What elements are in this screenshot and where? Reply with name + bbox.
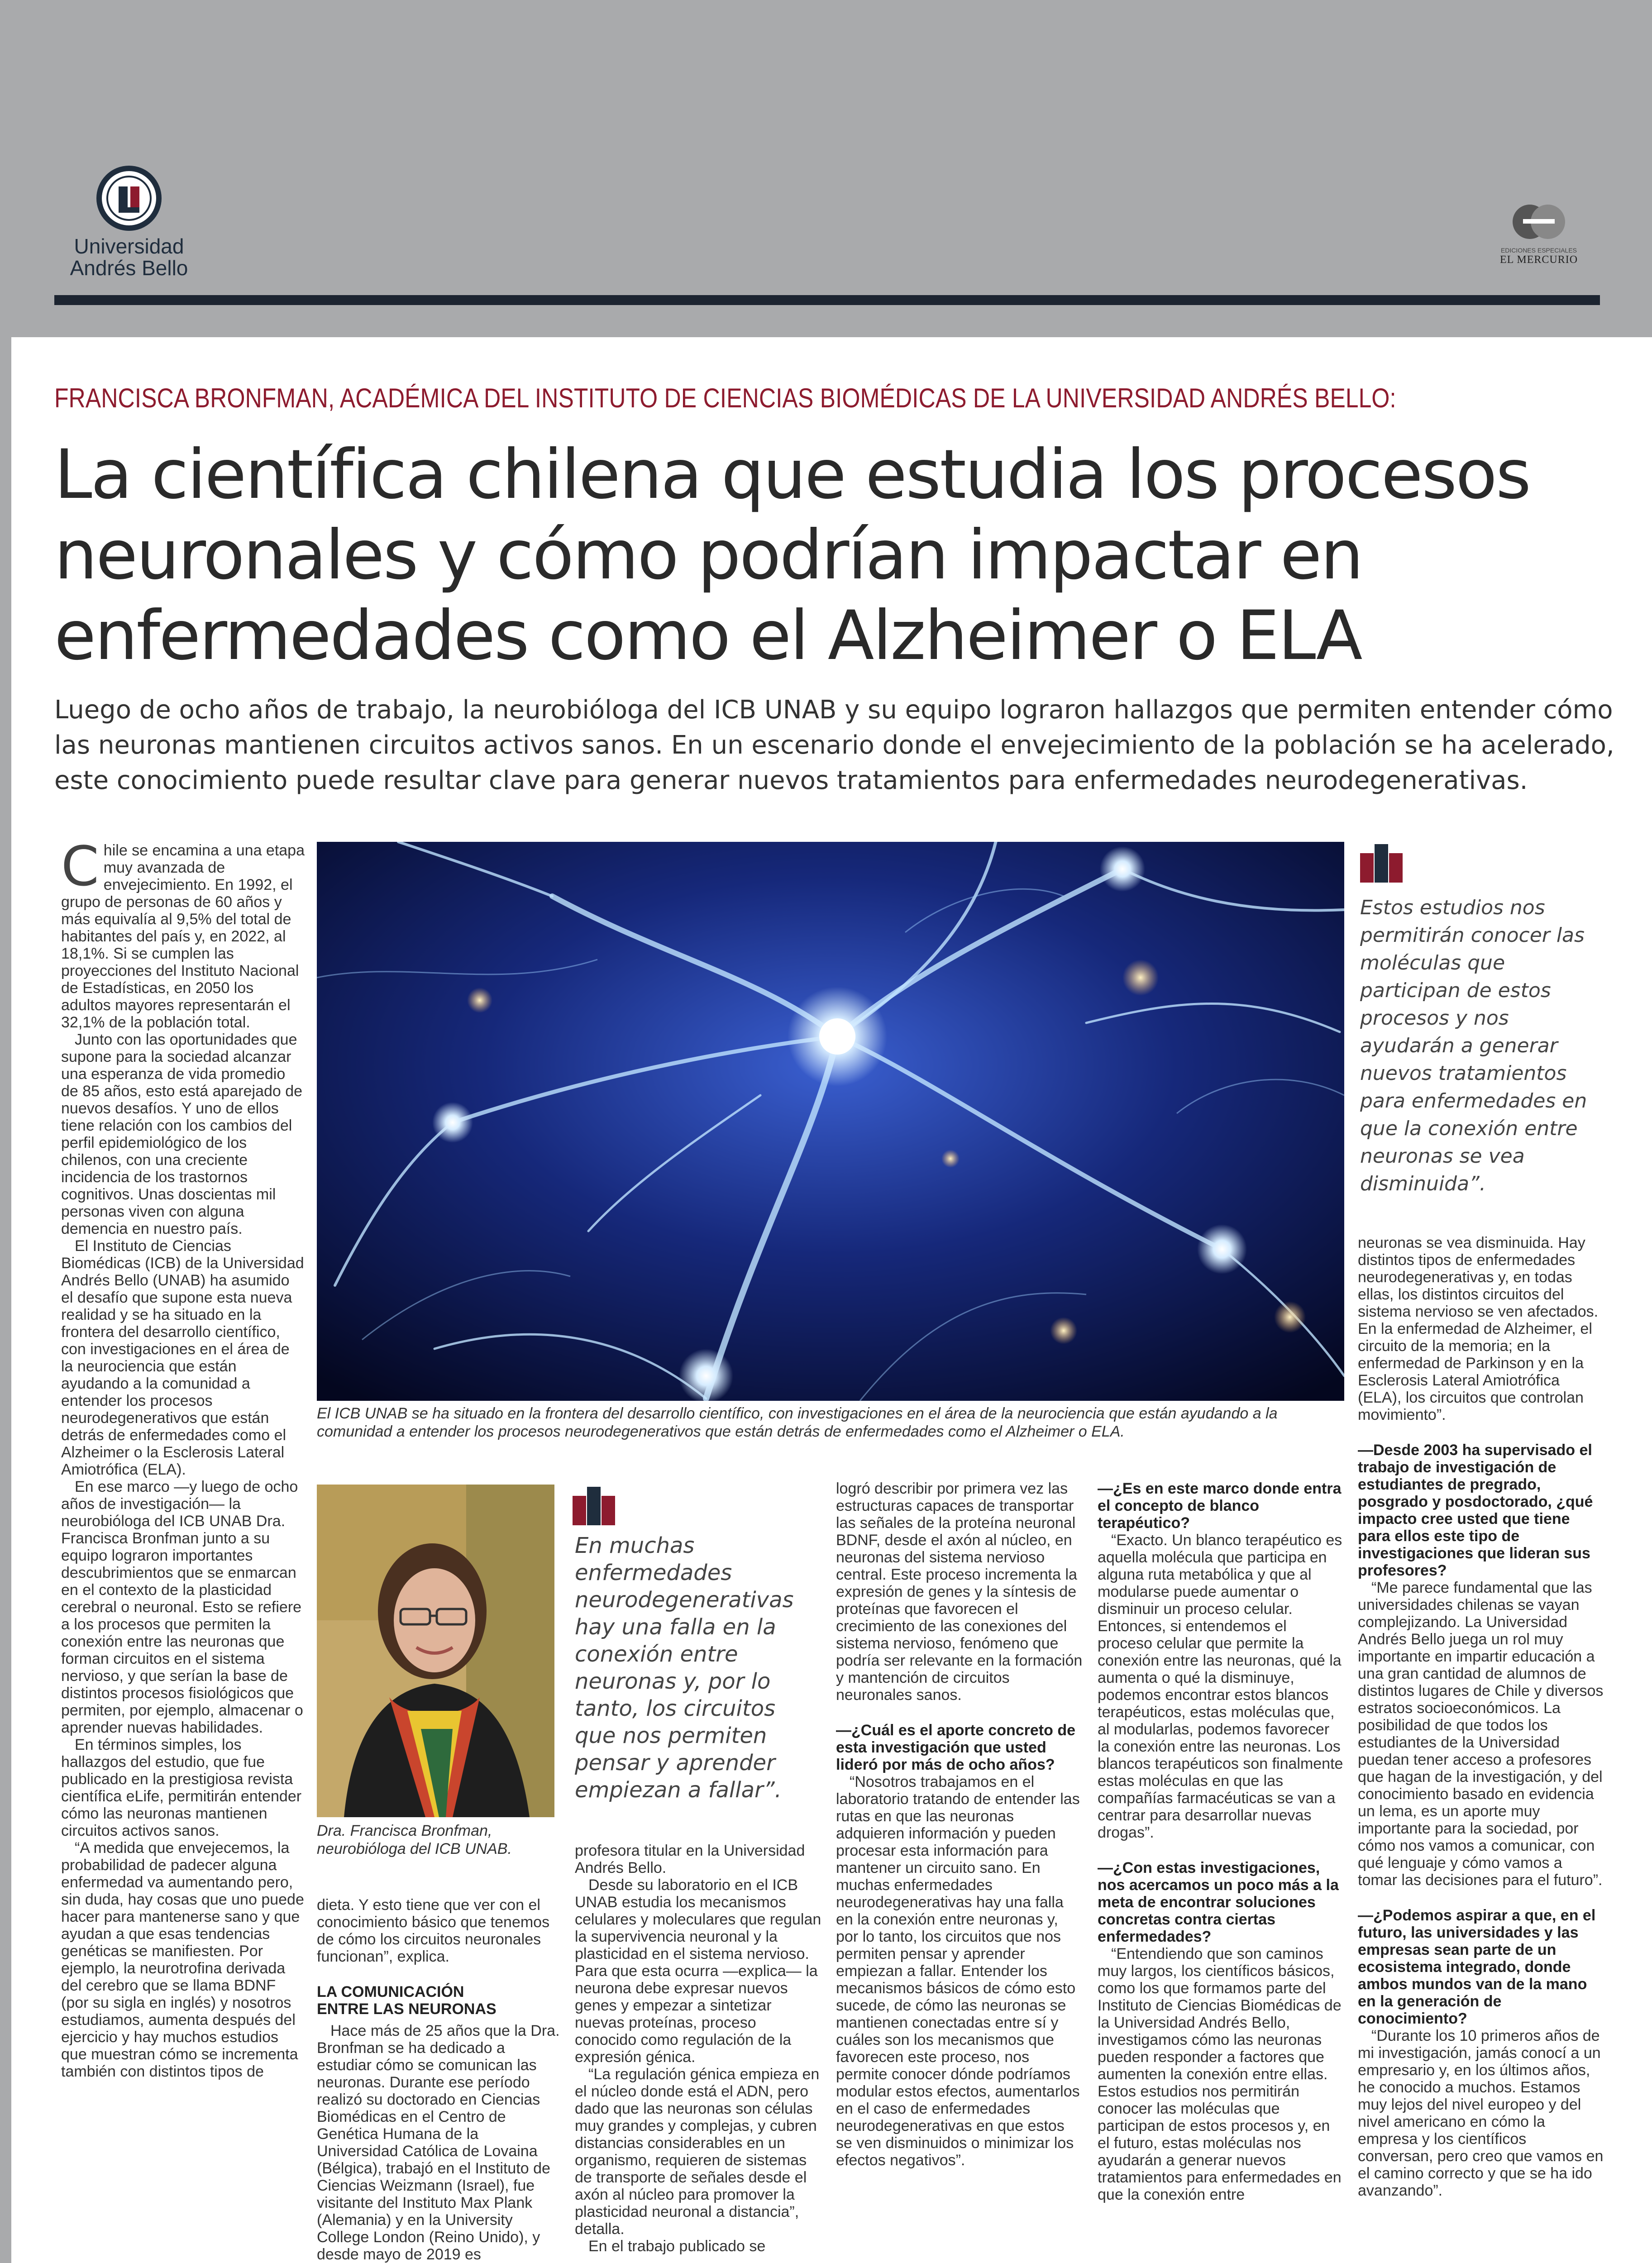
newspaper-name: EL MERCURIO <box>1499 254 1578 266</box>
paragraph: “A medida que envejecemos, la probabilidad de padecer alguna enfermedad va aumentando pero, sin duda, hay cosas que uno puede hacer para mantenerse sano y que ayudan a que esas tendencias genéticas se manifiesten. Por ejemplo, la neurotrofina derivada del cerebro que se llama BDNF (por su sigla en inglés) y nosotros estudiamos, aumenta después del ejercicio y hay muchos estudios que muestran cómo se incrementa también con distintos tipos de <box>61 1839 304 2080</box>
subheading: LA COMUNICACIÓN ENTRE LAS NEURONAS <box>317 1983 497 2018</box>
unab-mark-icon <box>1360 844 1403 883</box>
university-name-line1: Universidad <box>74 234 184 258</box>
hero-caption: El ICB UNAB se ha situado en la frontera del desarrollo científico, con investigaciones en el área de la neurociencia que están ayudando a la comunidad a entender los procesos neurodegenerativos que están detrás de enfermedades como el Alzheimer o ELA. <box>317 1405 1278 1440</box>
university-name-line2: Andrés Bello <box>70 256 188 280</box>
neurons-hero-image <box>317 842 1344 1401</box>
unab-crest-icon <box>95 163 163 235</box>
unab-mark-icon <box>573 1487 616 1525</box>
paragraph: Hace más de 25 años que la Dra. Bronfman se ha dedicado a estudiar cómo se comunican las neuronas. Durante ese período realizó su doctorado en Ciencias Biomédicas en el Centro de Genética Humana de la Universidad Católica de Lovaina (Bélgica), trabajó en el Instituto de Ciencias Weizmann (Israel), fue visitante del Instituto Max Plank (Alemania) y en la University College London (Reino Unido), y desde mayo de 2019 es <box>317 2022 560 2263</box>
paragraph: logró describir por primera vez las estructuras capaces de transportar las señales de la proteína neuronal BDNF, desde el axón al núcleo, en neuronas del sistema nervioso central. Este proceso incrementa la expresión de genes y la síntesis de proteínas que favorecen el crecimiento de las conexiones del sistema nervioso, fenómeno que podría ser relevante en la formación y mantención de circuitos neuronales sanos. <box>836 1480 1083 1704</box>
paragraph: El Instituto de Ciencias Biomédicas (ICB) de la Universidad Andrés Bello (UNAB) ha asumido el desafío que supone esta nueva realidad y se ha situado en la frontera del desarrollo científico, con investigaciones en el área de la neurociencia que están ayudando a la comunidad a entender los procesos neurodegenerativos que están detrás de enfermedades como el Alzheimer o la Esclerosis Lateral Amiotrófica (ELA). <box>61 1237 304 1478</box>
el-mercurio-logo <box>1494 199 1584 266</box>
el-mercurio-emblem-icon <box>1505 199 1573 244</box>
paragraph: En términos simples, los hallazgos del estudio, que fue publicado en la prestigiosa revista científica eLife, permitirán entender cómo las neuronas mantienen circuitos activos sanos. <box>61 1736 302 1839</box>
article-column-6 <box>1358 1234 1604 2199</box>
portrait-caption: Dra. Francisca Bronfman, neurobióloga del ICB UNAB. <box>317 1822 512 1857</box>
article-column-1 <box>61 835 306 2080</box>
interview-question: —¿Es en este marco donde entra el concepto de blanco terapéutico? <box>1098 1480 1342 1532</box>
paragraph: neuronas se vea disminuida. Hay distintos tipos de enfermedades neurodegenerativas y, en todas ellas, los distintos circuitos del sistema nervioso se ven afectados. En la enfermedad de Alzheimer, el circuito de la memoria; en la enfermedad de Parkinson y en la Esclerosis Lateral Amiotrófica (ELA), los circuitos que controlan movimiento”. <box>1358 1234 1599 1423</box>
article-column-3 <box>575 1842 821 2255</box>
paragraph: “Nosotros trabajamos en el laboratorio tratando de entender las rutas en que las neuronas adquieren información y pueden procesar esta información para mantener un circuito sano. En muchas enfermedades neurodegenerativas hay una falla en la conexión entre neuronas y, por lo tanto, los circuitos que nos permiten pensar y aprender empiezan a fallar. Entender los mecanismos básicos de cómo esto sucede, de cómo las neuronas se mantienen conectadas entre sí y cuáles son los mecanismos que favorecen este proceso, nos permite conocer dónde podríamos modular estos efectos, aumentarlos en el caso de enfermedades neurodegenerativas en que estos se ven disminuidos o minimizar los efectos negativos”. <box>836 1773 1080 2169</box>
paragraph: Desde su laboratorio en el ICB UNAB estudia los mecanismos celulares y moleculares que regulan la supervivencia neuronal y la plasticidad en el sistema nervioso. Para que esta ocurra —explica— la neurona debe expresar nuevos genes y empezar a sintetizar nuevas proteínas, proceso conocido como regulación de la expresión génica. <box>575 1876 821 2066</box>
article-column-5 <box>1098 1480 1344 2203</box>
paragraph: “Entendiendo que son caminos muy largos, los científicos básicos, como los que formamos parte del Instituto de Ciencias Biomédicas de la Universidad Andrés Bello, investigamos cómo las neuronas pueden responder a factores que aumenten la conexión entre ellas. Estos estudios nos permitirán conocer las moléculas que participan de estos procesos y, en el futuro, estas moléculas nos ayudarán a generar nuevos tratamientos para enfermedades en que la conexión entre <box>1098 1945 1342 2203</box>
interview-question: —¿Con estas investigaciones, nos acercamos un poco más a la meta de encontrar soluciones concretas contra ciertas enfermedades? <box>1098 1859 1339 1945</box>
newspaper-tagline: EDICIONES ESPECIALES <box>1500 247 1577 254</box>
paragraph: “Durante los 10 primeros años de mi investigación, jamás conocí a un empresario y, en los últimos años, he conocido a muchos. Estamos muy lejos del nivel europeo y del nivel americano en cómo la empresa y los científicos conversan, pero creo que vamos en el camino correcto y que se ha ido avanzando”. <box>1358 2027 1604 2199</box>
paragraph: dieta. Y esto tiene que ver con el conocimiento básico que tenemos de cómo los circuitos neuronales funcionan”, explica. <box>317 1896 550 1965</box>
paragraph: “Me parece fundamental que las universidades chilenas se vayan complejizando. La Universidad Andrés Bello juega un rol muy importante en impartir educación a una gran cantidad de alumnos de distintos lugares de Chile y diversos estratos socioeconómicos. La posibilidad de que todos los estudiantes de la Universidad puedan tener acceso a profesores que hagan de la investigación, y del conocimiento basado en evidencia un lema, es un aporte muy importante para la sociedad, por cómo nos vamos a comunicar, con qué lenguaje y cómo vamos a tomar las decisiones para el futuro”. <box>1358 1579 1604 1889</box>
masthead-divider <box>54 295 1600 305</box>
unab-logo <box>54 163 204 279</box>
pull-quote: Estos estudios nos permitirán conocer las moléculas que participan de estos procesos y nos ayudarán a generar nuevos tratamientos para enfermedades en que la conexión entre neuronas se vea disminuida”. <box>1360 896 1587 1195</box>
paragraph: En el trabajo publicado se <box>588 2238 766 2255</box>
francisca-bronfman-portrait <box>317 1485 554 1817</box>
interview-question: —Desde 2003 ha supervisado el trabajo de investigación de estudiantes de pregrado, posgrado y posdoctorado, ¿qué impacto cree usted que tiene para ellos este tipo de investigaciones que lideran sus profesores? <box>1358 1442 1593 1579</box>
paragraph: “La regulación génica empieza en el núcleo donde está el ADN, pero dado que las neuronas son células muy grandes y complejas, y cubren distancias considerables en un organismo, requieren de sistemas de transporte de señales desde el axón al núcleo para promover la plasticidad neuronal a distancia”, detalla. <box>575 2066 820 2238</box>
article-column-2 <box>317 1896 563 2263</box>
article-headline: La científica chilena que estudia los procesos neuronales y cómo podrían impactar en enfermedades como el Alzheimer o ELA <box>54 435 1530 675</box>
paragraph: En ese marco —y luego de ocho años de investigación— la neurobióloga del ICB UNAB Dra. Francisca Bronfman junto a su equipo lograron importantes descubrimientos que se enmarcan en el contexto de la plasticidad cerebral o neuronal. Esto se refiere a los procesos que permiten la conexión entre las neuronas que forman circuitos en el sistema nervioso, y que serían la base de distintos procesos fisiológicos que permiten, por ejemplo, almacenar o aprender nuevas habilidades. <box>61 1478 303 1736</box>
interview-question: —¿Cuál es el aporte concreto de esta investigación que usted lideró por más de ocho años? <box>836 1722 1076 1773</box>
pull-quote: En muchas enfermedades neurodegenerativas hay una falla en la conexión entre neuronas y, por lo tanto, los circuitos que nos permiten pensar y aprender empiezan a fallar”. <box>575 1533 794 1803</box>
paragraph: “Exacto. Un blanco terapéutico es aquella molécula que participa en alguna ruta metabólica y que al modularse puede aumentar o disminuir un proceso celular. Entonces, si entendemos el proceso celular que permite la conexión entre las neuronas, qué la aumenta o qué la disminuye, podemos encontrar estos blancos terapéuticos, estas moléculas que, al modularlas, podemos favorecer la conexión entre las neuronas. Los blancos terapéuticos son finalmente estas moléculas en que las compañías farmacéuticas se van a centrar para desarrollar nuevas drogas”. <box>1098 1532 1343 1841</box>
article-deck: Luego de ocho años de trabajo, la neurobióloga del ICB UNAB y su equipo lograron hallazgos que permiten entender cómo las neuronas mantienen circuitos activos sanos. En un escenario donde el envejecimiento de la población se ha acelerado, este conocimiento puede resultar clave para generar nuevos tratamientos para enfermedades neurodegenerativas. <box>54 695 1614 795</box>
paragraph: profesora titular en la Universidad Andrés Bello. <box>575 1842 805 1876</box>
article-column-4 <box>836 1480 1083 2169</box>
paragraph: Chile se encamina a una etapa muy avanzada de envejecimiento. En 1992, el grupo de personas de 60 años y más equivalía al 9,5% del total de habitantes del país y, en 2022, al 18,1%. Si se cumplen las proyecciones del Instituto Nacional de Estadísticas, en 2050 los adultos mayores representarán el 32,1% de la población total. <box>61 835 305 1031</box>
masthead <box>0 0 1652 337</box>
paragraph: Junto con las oportunidades que supone para la sociedad alcanzar una esperanza de vida promedio de 85 años, esto está aparejado de nuevos desafíos. Y uno de ellos tiene relación con los cambios del perfil epidemiológico de los chilenos, con una creciente incidencia de los trastornos cognitivos. Unas doscientas mil personas viven con alguna demencia en nuestro país. <box>61 1031 303 1237</box>
interview-question: —¿Podemos aspirar a que, en el futuro, las universidades y las empresas sean parte de un ecosistema integrado, donde ambos mundos van de la mano en la generación de conocimiento? <box>1358 1907 1596 2027</box>
article-kicker: FRANCISCA BRONFMAN, ACADÉMICA DEL INSTITUTO DE CIENCIAS BIOMÉDICAS DE LA UNIVERSIDAD ANDRÉS BELLO: <box>54 383 1396 413</box>
drop-cap: C <box>61 835 99 898</box>
article-panel <box>11 337 1652 2263</box>
